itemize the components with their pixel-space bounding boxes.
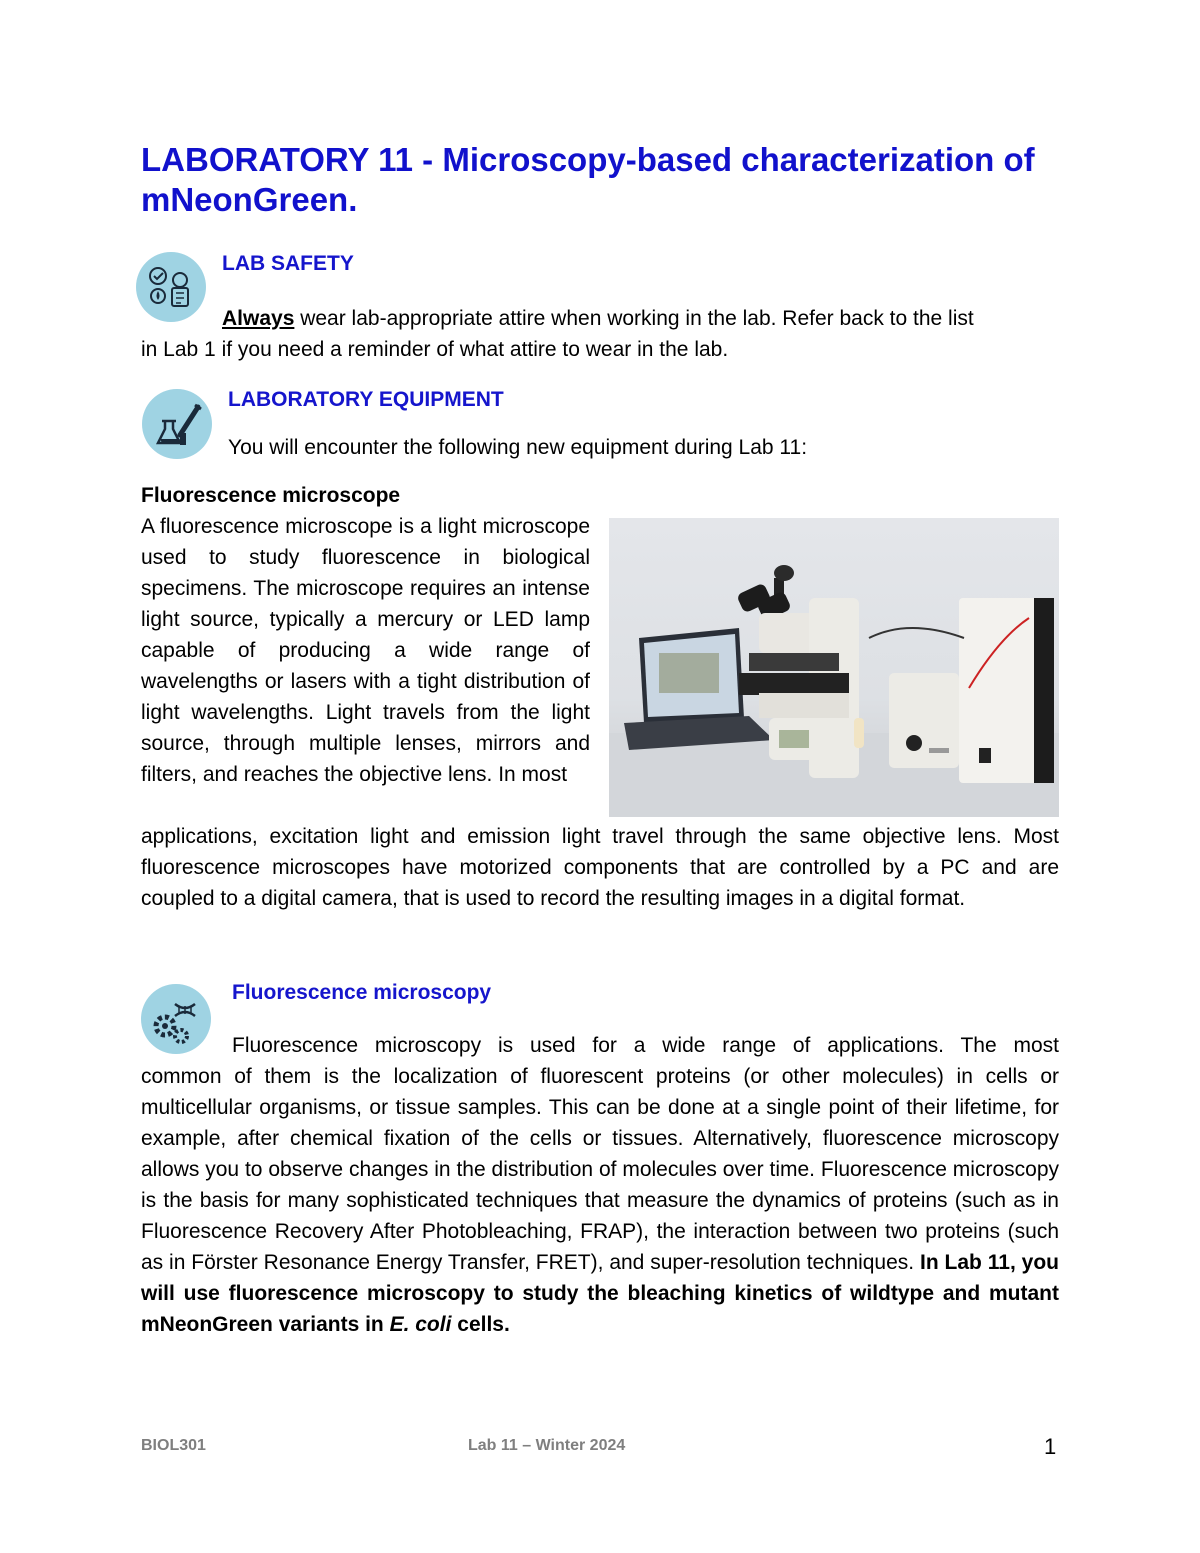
ecoli-term: E. coli [389,1313,452,1336]
safety-text-1: wear lab-appropriate attire when working in the lab. Refer back to the list [294,307,974,330]
page-number: 1 [1044,1434,1057,1459]
microscopy-heading: Fluorescence microscopy [232,981,492,1004]
lab-safety-heading: LAB SAFETY [222,252,354,275]
microscopy-text [141,1061,1059,1340]
equipment-intro: You will encounter the following new equipment during Lab 11: [228,436,808,459]
footer-course: BIOL301 [141,1437,206,1454]
always-emphasis: Always [222,307,295,330]
dna-gears-icon [139,982,213,1056]
microscope-subheading: Fluorescence microscope [141,484,401,507]
light-source-image [889,673,959,768]
lab-equipment-heading: LABORATORY EQUIPMENT [228,388,504,411]
lab-goal-b: cells. [451,1313,510,1336]
microscopy-body: common of them is the localization of fluorescent proteins (or other molecules) in cells or multicellular organisms, or tissue samples. This can be done at a single point of their lifetime, for example, after chemical fixation of the cells or tissues. Alternatively, fluorescence microscopy allows you to observe changes in the distribution of molecules over time. Fluorescence microscopy is the basis for many sophisticated techniques that measure the dynamics of proteins (such as in Fluorescence Recovery After Photobleaching, FRAP), the interaction between two proteins (such as in Förster Resonance Energy Transfer, FRET), and super-resolution techniques. [141,1065,1059,1274]
lab-safety-icon [134,250,208,324]
safety-text-line2: in Lab 1 if you need a reminder of what attire to wear in the lab. [141,338,729,361]
microscopy-text-first: Fluorescence microscopy is used for a wide range of applications. The most [232,1034,1059,1057]
microscope-photo [609,518,1059,817]
safety-text-line1 [222,303,974,334]
footer-center: Lab 11 – Winter 2024 [468,1437,626,1454]
lab-equipment-icon [140,387,214,461]
microscope-full-text: applications, excitation light and emission light travel through the same objective lens. Most fluorescence microscopes have motorized components that are controlled by a PC and are coupled to a digital camera, that is used to record the resulting images in a digital format. [141,825,1059,910]
page-title: LABORATORY 11 - Microscopy-based characterization of mNeonGreen. [141,141,1035,218]
microscope-wrapped-text: A fluorescence microscope is a light microscope used to study fluorescence in biological specimens. The microscope requires an intense light source, typically a mercury or LED lamp capable of producing a wide range of wavelengths or lasers with a tight distribution of light wavelengths. Light travels from the light source, through multiple lenses, mirrors and filters, and reaches the objective lens. In most [141,515,590,786]
laser-unit-image [959,598,1054,783]
lab-goal-a: In Lab 11, you will use fluorescence microscopy to study the bleaching kinetics of wildtype and mutant mNeonGreen variants in [141,1251,1059,1336]
